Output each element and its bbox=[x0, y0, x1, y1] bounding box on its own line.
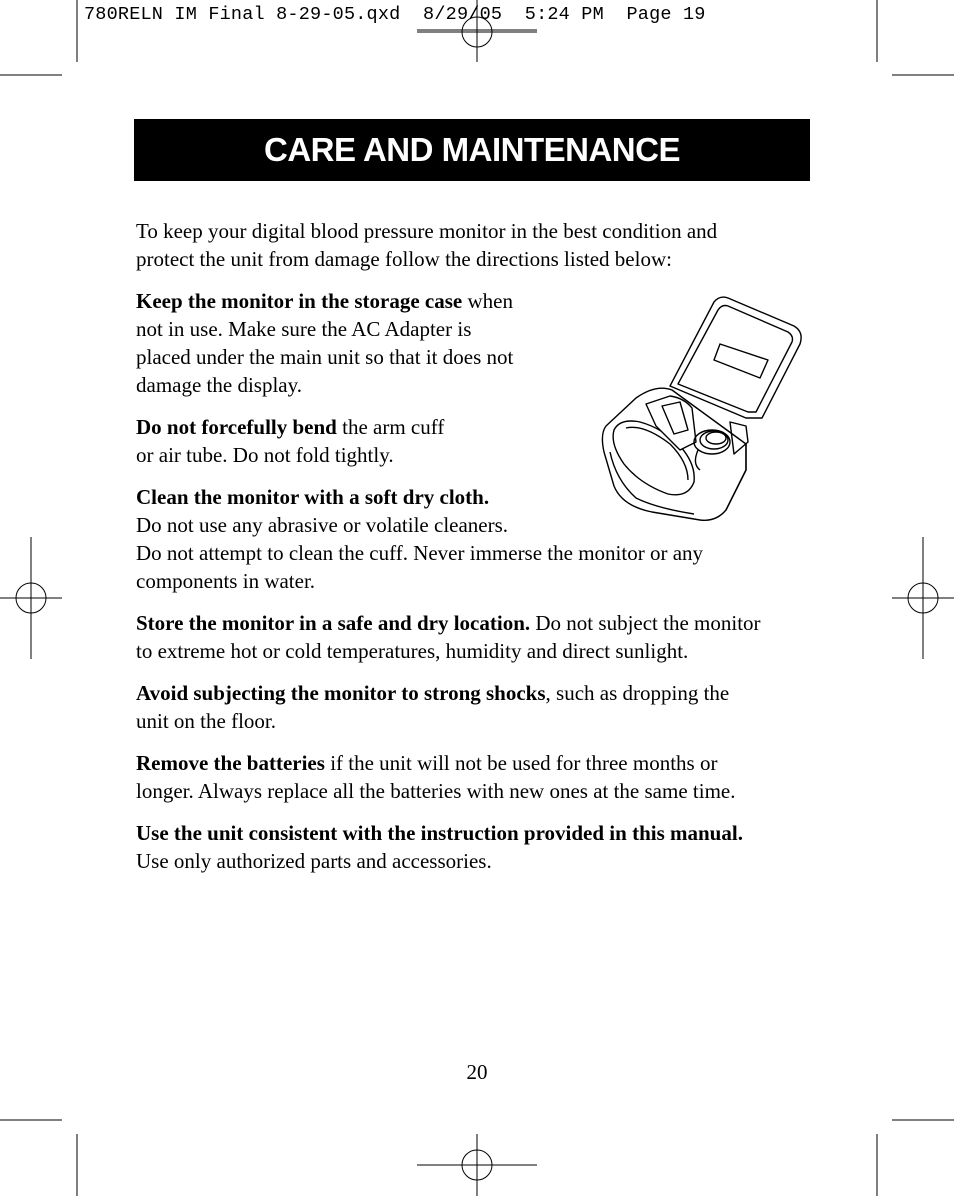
care-item-heading: Remove the batteries bbox=[136, 751, 325, 775]
care-item-heading: Store the monitor in a safe and dry location. bbox=[136, 611, 531, 635]
care-item-batteries bbox=[136, 749, 826, 805]
care-item-text: Do not attempt to clean the cuff. Never immerse the monitor or any bbox=[136, 541, 704, 565]
care-item-text: unit on the floor. bbox=[136, 709, 276, 733]
care-item-heading: Avoid subjecting the monitor to strong shocks bbox=[136, 681, 546, 705]
page-number: 20 bbox=[466, 1060, 488, 1084]
care-item-text: damage the display. bbox=[136, 373, 303, 397]
file-slug: 780RELN IM Final 8-29-05.qxd 8/29/05 5:24 PM Page 19 bbox=[84, 4, 706, 25]
page-title: CARE AND MAINTENANCE bbox=[264, 131, 680, 168]
care-item-text: the arm cuff bbox=[336, 415, 445, 439]
care-item-heading: Use the unit consistent with the instruction provided in this manual. bbox=[136, 821, 743, 845]
intro-paragraph bbox=[136, 217, 826, 273]
registration-mark-bottom bbox=[417, 1134, 537, 1196]
care-item-bend bbox=[136, 413, 826, 469]
care-item-text: Do not subject the monitor bbox=[530, 611, 761, 635]
care-item-text: , such as dropping the bbox=[545, 681, 730, 705]
care-item-text: Do not use any abrasive or volatile cleaners. bbox=[136, 513, 509, 537]
care-item-text: Use only authorized parts and accessories. bbox=[136, 849, 492, 873]
care-item-text: components in water. bbox=[136, 569, 316, 593]
care-item-text: longer. Always replace all the batteries with new ones at the same time. bbox=[136, 779, 736, 803]
care-item-shocks bbox=[136, 679, 826, 735]
content-body bbox=[136, 217, 826, 889]
registration-mark-top bbox=[417, 0, 537, 62]
registration-mark-left bbox=[0, 537, 62, 659]
care-item-heading: Do not forcefully bend bbox=[136, 415, 337, 439]
care-item-clean bbox=[136, 483, 826, 595]
intro-line-2: protect the unit from damage follow the directions listed below: bbox=[136, 247, 672, 271]
care-item-storage bbox=[136, 287, 826, 399]
care-item-store bbox=[136, 609, 826, 665]
care-item-text: when bbox=[462, 289, 513, 313]
care-item-heading: Keep the monitor in the storage case bbox=[136, 289, 463, 313]
care-item-text: or air tube. Do not fold tightly. bbox=[136, 443, 394, 467]
care-item-instructions bbox=[136, 819, 826, 875]
registration-mark-right bbox=[892, 537, 954, 659]
intro-line-1: To keep your digital blood pressure monitor in the best condition and bbox=[136, 219, 718, 243]
care-item-text: if the unit will not be used for three months or bbox=[324, 751, 718, 775]
care-item-text: not in use. Make sure the AC Adapter is bbox=[136, 317, 472, 341]
care-item-heading: Clean the monitor with a soft dry cloth. bbox=[136, 485, 490, 509]
section-title-bar bbox=[134, 119, 810, 181]
care-item-text: placed under the main unit so that it does not bbox=[136, 345, 514, 369]
care-item-text: to extreme hot or cold temperatures, humidity and direct sunlight. bbox=[136, 639, 689, 663]
